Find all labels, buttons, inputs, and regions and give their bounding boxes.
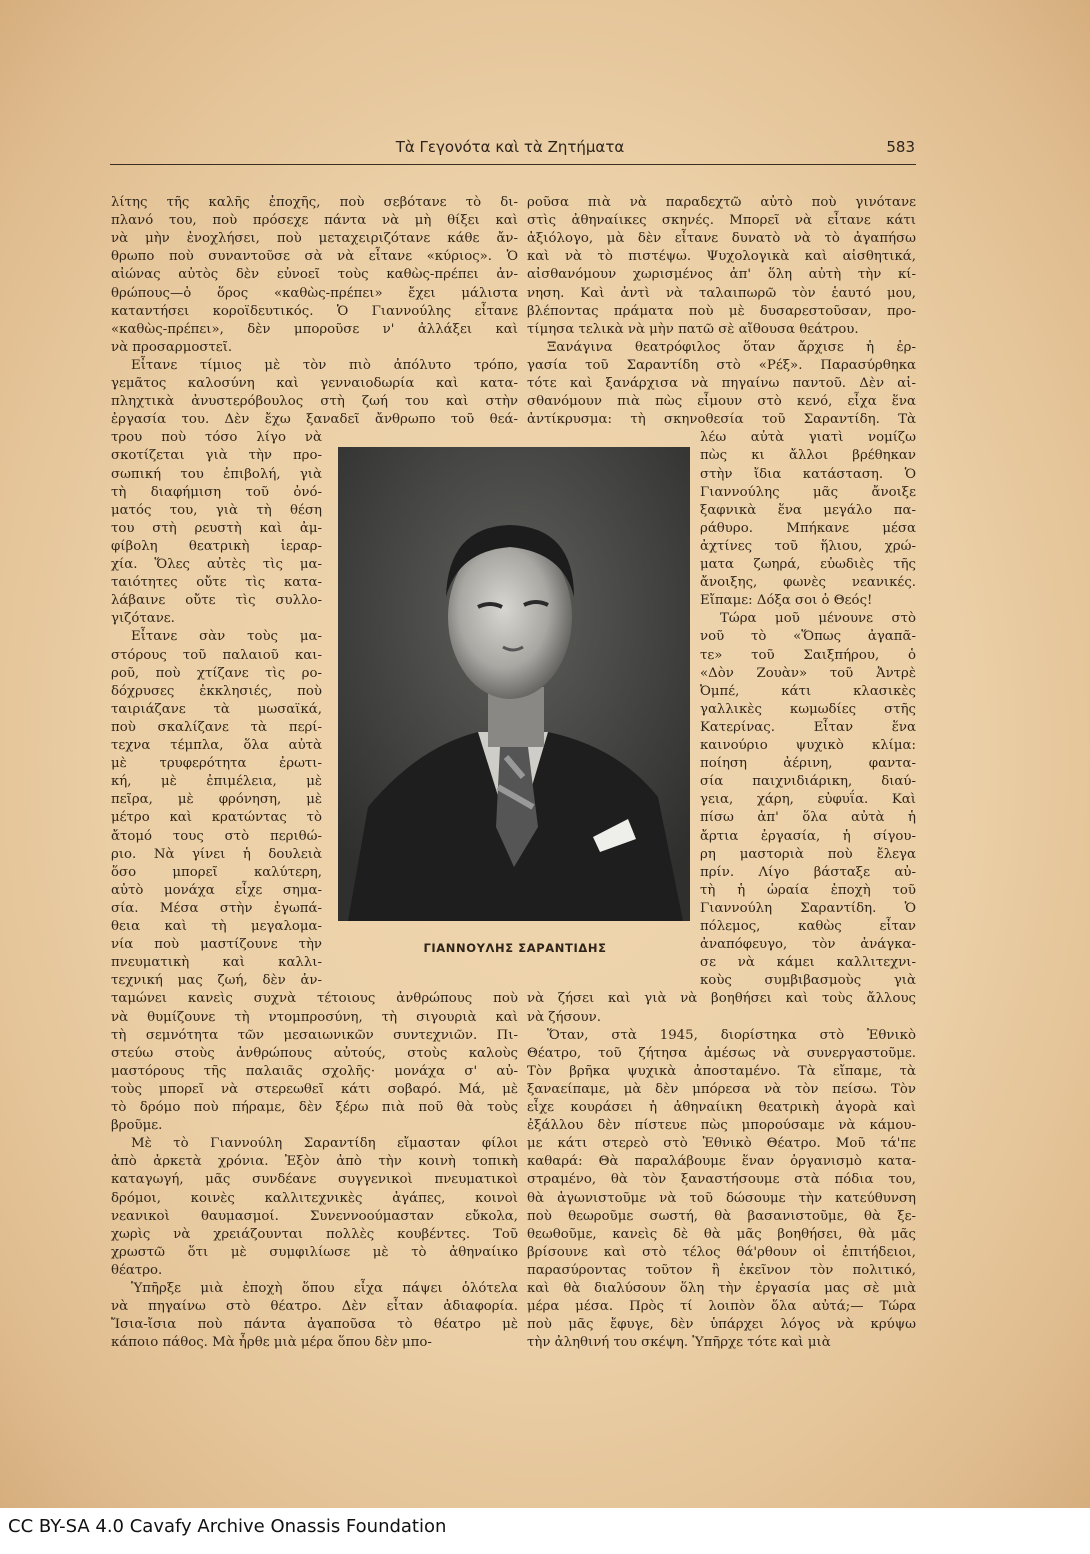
text-line: ἐξάλλου δὲν πίστευε πὼς μπορούσαμε νὰ κάμου-	[527, 1118, 916, 1134]
text-line: καινούριο ψυχικὸ κλίμα:	[700, 738, 916, 753]
text-line: τὴν ἀληθινή του σκέψη. Ὑπῆρχε τότε καὶ μιὰ	[527, 1335, 831, 1351]
text-line: στὶς ἀθηναίικες σκηνές. Μπορεῖ νὰ εἶτανε κάτι	[527, 213, 916, 229]
text-line: θρωπο ποὺ συναντοῦσε σὰ νὰ εἶτανε «κύριος». Ὁ	[111, 249, 518, 265]
text-line: Μὲ τὸ Γιαννούλη Σαραντίδη εἴμασταν φίλοι	[131, 1136, 518, 1152]
text-line: τὸ δρόμο ποὺ πήραμε, δὲν ξέρω πιὰ ποῦ θὰ τοὺς	[111, 1100, 518, 1115]
text-line: νία ποὺ μαστίζουνε τὴν	[111, 937, 322, 953]
text-line: αἰώνας αὐτὸς δὲν εὐνοεῖ τοὺς καθὼς-πρέπει ἀν-	[111, 267, 518, 283]
text-line: κοὺς συμβιβασμοὺς γιὰ	[700, 973, 916, 989]
text-line: Γιαννούλη Σαραντίδη. Ὁ	[700, 900, 916, 916]
text-line: Εἶτανε τίμιος μὲ τὸν πιὸ ἀπόλυτο τρόπο,	[131, 357, 518, 373]
text-line: στεύω στοὺς ἀνθρώπους αὐτούς, στοὺς καλοὺς	[111, 1045, 518, 1061]
text-line: ποίηση ἀέρινη, φαντα-	[700, 756, 916, 772]
text-line: Τὸν βρῆκα ψυχικὰ ἀποσταμένο. Τὰ εἴπαμε, τὰ	[527, 1063, 916, 1079]
text-line: Τώρα μοῦ μένουνε στὸ	[720, 611, 916, 627]
text-line: μέτρο καὶ κρατώντας τὸ	[111, 810, 322, 826]
text-line: βροῦμε.	[111, 1118, 163, 1134]
portrait-photo	[338, 447, 690, 921]
text-line: θεια καὶ τὴ μεγαλομα-	[111, 919, 322, 934]
text-line: Θέατρο, τοῦ ζήτησα ἀμέσως νὰ συνεργαστοῦμε.	[527, 1045, 916, 1061]
text-line: Εἴπαμε: Δόξα σοι ὁ Θεός!	[700, 593, 873, 609]
text-line: ξαφνικὰ ἕνα μεγάλο πα-	[700, 502, 916, 518]
text-line: σωπική του ἐπιβολή, γιὰ	[111, 466, 322, 482]
text-line: τοὺς μπορεῖ νὰ στερεωθεῖ κάτι σοβαρό. Μά, μὲ	[111, 1081, 518, 1097]
text-line: τε» τοῦ Σαιξπήρου, ὁ	[700, 647, 916, 663]
text-line: πίσω ἀπ' ὅλα αὐτὰ ἡ	[700, 810, 916, 826]
text-line: βρίσουνε καὶ στὸ τέλος θά'ρθουν οἱ ἐπιτήδειοι,	[527, 1244, 916, 1260]
text-line: χία. Ὅλες αὐτὲς τὶς μα-	[111, 557, 322, 572]
text-line: ριο. Νὰ γίνει ἡ δουλειὰ	[111, 846, 322, 862]
text-line: ἀχτίνες τοῦ ἥλιου, χρώ-	[700, 538, 916, 554]
text-line: ματα ζωηρά, εὐωδιὲς τῆς	[700, 557, 916, 572]
text-line: ἀντίκρυσμα: τὴ σκηνοθεσία τοῦ Σαραντίδη. Τὰ	[527, 412, 916, 428]
text-line: ἄρτια ἐργασία, ἡ σίγου-	[700, 828, 916, 844]
text-line: φίβολη θεατρικὴ ἱεραρ-	[111, 538, 322, 554]
text-line: δόχρυσες ἐκκλησιές, ποὺ	[111, 683, 322, 699]
text-line: ἄτομό τους στὸ περιθώ-	[111, 828, 322, 844]
photo-caption: ΓΙΑΝΝΟΥΛΗΣ ΣΑΡΑΝΤΙΔΗΣ	[423, 941, 607, 955]
text-line: ἀπὸ ἀρκετὰ χρόνια. Ἐξὸν ἀπὸ τὴν κοινὴ τοπικὴ	[111, 1154, 518, 1170]
text-line: εἶχε κουράσει ἡ ἀθηναίικη θεατρικὴ ἀγορὰ καὶ	[527, 1100, 916, 1115]
text-line: καταντήσει κοροϊδευτικός. Ὁ Γιαννούλης εἶτανε	[111, 303, 518, 319]
text-line: τεχνα τέμπλα, ὅλα αὐτὰ	[111, 738, 322, 753]
text-line: Εἶτανε σὰν τοὺς μα-	[131, 629, 322, 645]
text-line: σία. Μέσα στὴν ἐγωπά-	[111, 900, 322, 916]
text-line: πλανό του, ποὺ πρόσεχε πάντα νὰ μὴ θίξει καὶ	[111, 213, 518, 229]
text-line: Ξανάγινα θεατρόφιλος ὅταν ἄρχισε ἡ ἐρ-	[547, 339, 916, 355]
text-line: του στὴ ρευστὴ καὶ ἀμ-	[111, 520, 322, 536]
text-line: μέρα μέσα. Πρὸς τί λοιπὸν ὅλα αὐτά;— Τώρα	[527, 1299, 916, 1315]
text-line: κάποιο πάθος. Μὰ ἦρθε μιὰ μέρα ὅπου δὲν μπο-	[111, 1335, 432, 1351]
text-line: λίτης τῆς καλῆς ἐποχῆς, ποὺ σεβότανε τὸ δι-	[111, 195, 518, 210]
text-line: πληχτικὰ ἀνυστερόβουλος στὴ ζωή του καὶ στὴν	[111, 394, 518, 410]
text-line: «Δὸν Ζουὰν» τοῦ Ἀντρὲ	[700, 665, 916, 681]
text-line: ποὺ θεωροῦμε σωστή, θὰ βασανιστοῦμε, θὰ ξε-	[527, 1208, 916, 1224]
text-line: νὰ θυμίζουνε τὴ ντομπροσύνη, τὴ σιγουριὰ καὶ	[111, 1009, 518, 1025]
text-line: «καθὼς-πρέπει», δὲν μποροῦσε ν' ἀλλάξει καὶ	[111, 321, 518, 337]
text-line: μαστόρους τῆς παλαιᾶς σχολῆς· μονάχα σ' αὐ-	[111, 1063, 518, 1079]
text-line: δρόμοι, κοινὲς καλλιτεχνικὲς ἀγάπες, κοινοὶ	[111, 1190, 518, 1206]
text-line: Ὀμπέ, κάτι κλασικὲς	[700, 683, 916, 699]
text-line: γεμᾶτος καλοσύνη καὶ γενναιοδωρία καὶ κατα-	[111, 376, 518, 391]
text-line: Ἴσια-ἴσια ποὺ πάντα ἀγαποῦσα τὸ θέατρο μὲ	[111, 1317, 518, 1333]
text-line: τεχνική μας ζωή, δὲν ἀν-	[111, 973, 322, 989]
page-number: 583	[886, 138, 915, 156]
text-line: βλέποντας πράματα ποὺ μὲ δυσαρεστοῦσαν, προ-	[527, 303, 916, 319]
text-line: νὰ πηγαίνω στὸ θέατρο. Δὲν εἶταν ἀδιαφορία.	[111, 1299, 518, 1315]
text-line: καταγωγή, μᾶς συνδέανε συγγενικοὶ πνευματικοὶ	[111, 1172, 518, 1188]
text-line: χρωστῶ ὅτι μὲ συμφιλίωσε μὲ τὸ ἀθηναίικο	[111, 1244, 518, 1260]
text-line: ἄνοιξης, φωνὲς νεανικές.	[700, 575, 916, 591]
text-line: ὅσο μπορεῖ καλύτερη,	[111, 864, 322, 880]
text-line: γιζότανε.	[111, 611, 175, 627]
running-header-title: Τὰ Γεγονότα καὶ τὰ Ζητήματα	[395, 138, 625, 156]
text-line: σε νὰ κάμει καλλιτεχνι-	[700, 955, 916, 971]
text-line: λάβαινε οὔτε τὶς συλλο-	[111, 593, 322, 609]
text-line: ποὺ μᾶς ἔφυγε, δὲν ὑπάρχει λόγος νὰ κρύψω	[527, 1317, 916, 1333]
text-line: θεωθοῦμε, κανεὶς δὲ θὰ μᾶς βοηθήσει, θὰ μᾶς	[527, 1226, 916, 1242]
text-line: τίμησα τελικὰ νὰ μὴν πατῶ σὲ αἴθουσα θεάτρου.	[527, 321, 859, 337]
text-line: ἀναπόφευγο, τὸν ἀνάγκα-	[700, 937, 916, 953]
text-line: ροῦσα πιὰ νὰ παραδεχτῶ αὐτὸ ποὺ γινότανε	[527, 195, 916, 210]
text-line: ρη μαστοριὰ ποὺ ἔλεγα	[700, 846, 916, 862]
text-line: ταμώνει κανεὶς συχνὰ τέτοιους ἀνθρώπους ποὺ	[111, 991, 518, 1007]
text-line: νηση. Καὶ ἀντὶ νὰ ταλαιπωρῶ τὸν ἑαυτό μου,	[527, 285, 916, 301]
text-line: ράθυρο. Μπήκανε μέσα	[700, 520, 916, 536]
text-line: με κάτι στερεὸ στὸ Ἐθνικὸ Θέατρο. Μοῦ τά'πε	[527, 1136, 916, 1152]
text-line: στὴν ἴδια κατάσταση. Ὁ	[700, 466, 916, 482]
text-line: στόρους τοῦ παλαιοῦ και-	[111, 647, 322, 663]
text-line: πνευματικὴ καὶ καλλι-	[111, 955, 322, 971]
text-line: Κατερίνας. Εἶταν ἕνα	[700, 719, 916, 735]
text-line: σία παιχνιδιάρικη, διαύ-	[700, 774, 916, 790]
text-line: νὰ μὴν ἐνοχλήσει, ποὺ μεταχειριζότανε κάθε ἄν-	[111, 231, 518, 247]
text-line: Γιαννούλης μᾶς ἄνοιξε	[700, 484, 916, 500]
text-line: νὰ ζήσει καὶ γιὰ νὰ βοηθήσει καὶ τοὺς ἄλλους	[527, 991, 916, 1007]
text-line: σθανόμουν πιὰ πὼς εἶμουν στὸ κενό, εἶχα ἕνα	[527, 394, 916, 410]
text-line: ταιριάζανε τὰ μωσαϊκά,	[111, 701, 322, 717]
text-line: ποὺ σκαλίζανε τὰ περί-	[111, 719, 322, 735]
text-line: χωρὶς νὰ χρειάζουνται πολλὲς κουβέντες. Τοῦ	[111, 1226, 518, 1242]
text-line: πεῖρα, μὲ φρόνηση, μὲ	[111, 792, 322, 808]
text-line: γεια, χάρη, εὐφυΐα. Καὶ	[700, 792, 916, 808]
text-line: τὴ σεμνότητα τῶν μεσαιωνικῶν συντεχνιῶν. Πι-	[111, 1027, 518, 1043]
text-line: αὐτὸ μονάχα εἶχε σημα-	[111, 882, 322, 898]
text-line: λέω αὐτὰ γιατὶ νομίζω	[700, 430, 916, 446]
text-line: στραμένο, θὰ τὸν ξαναστήσουμε στὰ πόδια του,	[527, 1172, 916, 1188]
text-line: καὶ νὰ τὸ πιστέψω. Ψυχολογικὰ καὶ αἰσθητικά,	[527, 249, 916, 265]
text-line: κή, μὲ ἐπιμέλεια, μὲ	[111, 774, 322, 790]
text-line: παρασύροντας τοῦτον ἢ ἐκεῖνον τὸν πολιτικό,	[527, 1262, 916, 1278]
text-line: καὶ θὰ διαλύσουν ὅλη τὴν ἐργασία μας σὲ μιὰ	[527, 1281, 916, 1296]
license-credit: CC BY-SA 4.0 Cavafy Archive Onassis Foundation	[8, 1516, 447, 1537]
text-line: θρώπους—ὁ ὅρος «καθὼς-πρέπει» ἔχει μάλιστα	[111, 285, 518, 301]
portrait-image	[338, 447, 690, 921]
text-line: αἰσθανόμουν χωρισμένος ἀπ' ὅλη αὐτὴ τὴν κί-	[527, 267, 916, 283]
text-line: τρου ποὺ τόσο λίγο νὰ	[111, 430, 322, 446]
text-line: ματός του, γιὰ τὴ θέση	[111, 502, 322, 518]
text-line: Ὑπῆρξε μιὰ ἐποχὴ ὅπου εἶχα πάψει ὁλότελα	[131, 1281, 518, 1296]
text-line: πρίν. Λίγο βάσταξε αὐ-	[700, 864, 916, 880]
text-line: ἀξιόλογο, μὰ δὲν εἶτανε δυνατὸ νὰ τὸ ἀγαπήσω	[527, 231, 916, 247]
text-line: νεανικοὶ θαυμασμοί. Συνεννοούμασταν εὔκολα,	[111, 1208, 518, 1224]
text-line: τὴ ἡ ὡραία ἐποχὴ τοῦ	[700, 882, 916, 898]
text-line: ξαναείπαμε, μὰ δὲν μπόρεσα νὰ τὸν πείσω. Τὸν	[527, 1081, 916, 1097]
text-line: σκοτίζεται γιὰ τὴν προ-	[111, 448, 322, 464]
text-line: πόλεμος, καθὼς εἶταν	[700, 919, 916, 934]
text-line: τὴ διαφήμιση τοῦ ὀνό-	[111, 484, 322, 500]
text-line: τότε καὶ ξανάρχισα νὰ πηγαίνω παντοῦ. Δὲν αἰ-	[527, 376, 916, 391]
header-rule	[110, 164, 916, 165]
text-line: γαλλικὲς κωμωδίες στῆς	[700, 701, 916, 717]
text-line: Ὅταν, στὰ 1945, διορίστηκα στὸ Ἐθνικὸ	[547, 1027, 916, 1043]
text-line: θὰ ἀγωνιστοῦμε νὰ τοῦ δώσουμε τὴν κατεύθυνση	[527, 1190, 916, 1206]
text-line: ροῦ, ποὺ χτίζανε τὶς ρο-	[111, 665, 322, 681]
text-line: πὼς κι ἄλλοι βρέθηκαν	[700, 448, 916, 464]
text-line: ἐργασία του. Δὲν ἔχω ξαναδεῖ ἄνθρωπο τοῦ θεά-	[111, 412, 518, 428]
text-line: θέατρο.	[111, 1262, 163, 1278]
text-line: καθαρά: Θὰ παραλάβουμε ἕναν ὀργανισμὸ κατα-	[527, 1154, 916, 1170]
text-line: ταιότητες οὔτε τὶς κατα-	[111, 575, 322, 591]
text-line: νὰ προσαρμοστεῖ.	[111, 339, 233, 355]
text-line: γασία τοῦ Σαραντίδη στὸ «Ρέξ». Παρασύρθηκα	[527, 357, 916, 373]
text-line: νοῦ τὸ «Ὅπως ἀγαπᾶ-	[700, 629, 916, 645]
text-line: μὲ τρυφερότητα ἐρωτι-	[111, 756, 322, 772]
text-line: νὰ ζήσουν.	[527, 1009, 601, 1025]
